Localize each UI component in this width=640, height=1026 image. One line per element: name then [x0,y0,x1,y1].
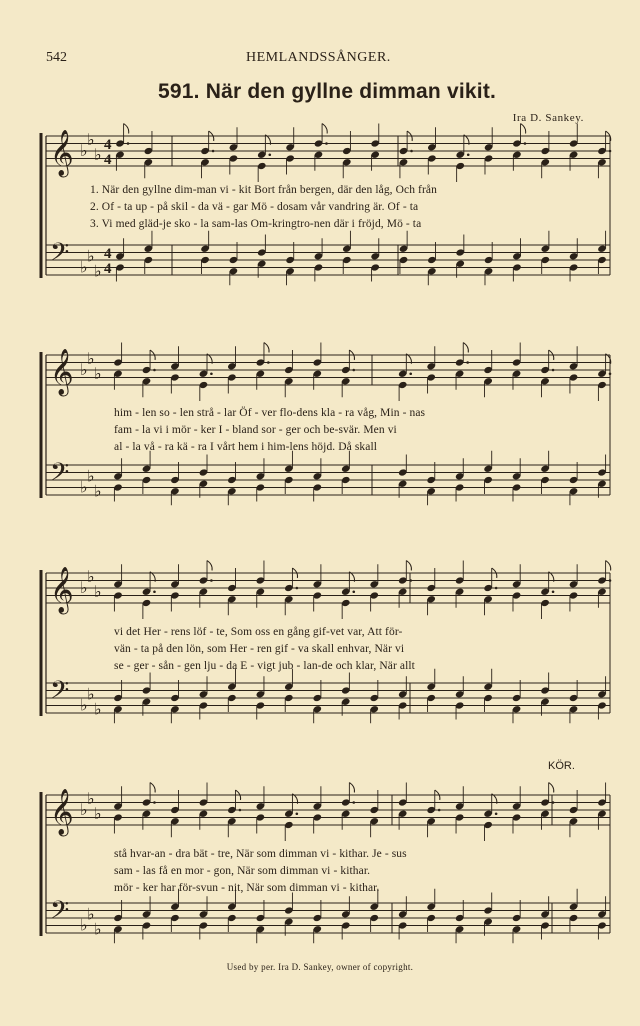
dot [212,150,215,153]
note-flag [124,124,129,134]
flat-sign: ♭ [87,790,95,808]
flat-sign: ♭ [94,701,102,719]
flat-sign: ♭ [94,146,102,164]
dot [296,587,299,590]
dot [267,361,270,364]
note-flag [406,561,411,571]
note-flag [549,783,554,793]
flat-sign: ♭ [94,365,102,383]
lyric-line: 1. När den gyllne dim-man vi - kit Bort från bergen, där den låg, Och från [90,184,437,196]
composer-credit: Ira D. Sankey. [512,112,584,124]
flat-sign: ♭ [87,131,95,149]
flat-sign: ♭ [80,259,88,277]
dot [609,150,612,153]
hymn-title: 591. När den gyllne dimman vikit. [158,80,497,103]
bass-clef: 𝄢 [50,896,70,931]
flat-sign: ♭ [87,568,95,586]
lyric-line: vi det Her - rens löf - te, Som oss en gång gif-vet var, Att för- [114,626,403,638]
dot [552,590,555,593]
dot [410,150,413,153]
page-number: 542 [46,50,67,65]
lyric-line: 3. Vi med gläd-je sko - la sam-las Om-kringtro-nen där i fröjd, Mö - ta [90,218,422,230]
flat-sign: ♭ [94,583,102,601]
flat-sign: ♭ [80,917,88,935]
flat-sign: ♭ [80,580,88,597]
time-signature: 4 [104,246,112,262]
lyric-line: sam - las få en mor - gon, När som dimman vi - kithar. [114,865,371,877]
time-signature: 4 [104,152,112,168]
treble-clef: 𝄞 [50,567,74,613]
dot [268,153,271,156]
flat-sign: ♭ [87,350,95,368]
bass-clef: 𝄢 [50,238,70,273]
dot [609,579,612,582]
flat-sign: ♭ [80,479,88,497]
flat-sign: ♭ [80,697,88,715]
lyric-line: al - la vå - ra kä - ra I vårt hem i him-lens höjd. Då skall [114,441,378,453]
dot [552,369,555,372]
lyric-line: him - len so - len strå - lar Öf - ver flo-dens kla - ra våg, Min - nas [114,407,426,419]
flat-sign: ♭ [94,263,102,281]
lyric-line: mör - ker har för-svun - nit, När som dimman vi - kithar. [114,882,380,894]
bass-clef: 𝄢 [50,458,70,493]
dot [609,372,612,375]
note-flag [207,561,212,571]
lyric-line: vän - ta på den lön, som Her - ren gif - va skall enhvar, När vi [114,643,405,655]
lyric-line: 2. Of - ta up - på skil - da vä - gar Mö - dosam vår vandring är. Of - ta [90,201,419,213]
dot [127,142,130,145]
dot [409,372,412,375]
flat-sign: ♭ [87,906,95,924]
note-flag [264,343,269,353]
lyric-line: se - ger - sån - gen lju - da E - vigt jub - lan-de och klar, När allt [114,660,415,672]
flat-sign: ♭ [94,805,102,823]
flat-sign: ♭ [80,362,88,379]
dot [352,590,355,593]
dot [495,587,498,590]
note-flag [322,124,327,134]
dot [352,801,355,804]
flat-sign: ♭ [80,802,88,819]
dot [210,372,213,375]
dot [438,809,441,812]
dot [409,579,412,582]
note-flag [349,783,354,793]
note-flag [606,561,611,571]
dot [524,142,527,145]
treble-clef: 𝄞 [50,130,74,176]
dot [153,369,156,372]
dot [153,801,156,804]
dot [467,153,470,156]
flat-sign: ♭ [94,921,102,939]
chorus-label: KÖR. [548,760,575,772]
dot [210,579,213,582]
time-signature: 4 [104,137,112,153]
flat-sign: ♭ [87,468,95,486]
flat-sign: ♭ [80,143,88,160]
note-flag [521,124,526,134]
running-head: HEMLANDSSÅNGER. [246,50,391,65]
treble-clef: 𝄞 [50,349,74,395]
dot [495,812,498,815]
dot [325,142,328,145]
dot [239,809,242,812]
time-signature: 4 [104,261,112,277]
note-flag [463,343,468,353]
dot [153,590,156,593]
dot [466,361,469,364]
bass-clef: 𝄢 [50,676,70,711]
flat-sign: ♭ [94,483,102,501]
lyric-line: stå hvar-an - dra bät - tre, När som dimman vi - kithar. Je - sus [114,848,407,860]
copyright-footer: Used by per. Ira D. Sankey, owner of copyright. [226,962,414,972]
treble-clef: 𝄞 [50,789,74,835]
lyric-line: fam - la vi i mör - ker I - bland sor - ger och be-svär. Men vi [114,424,397,436]
dot [552,801,555,804]
dot [352,369,355,372]
flat-sign: ♭ [87,686,95,704]
note-flag [150,783,155,793]
dot [296,812,299,815]
flat-sign: ♭ [87,248,95,266]
